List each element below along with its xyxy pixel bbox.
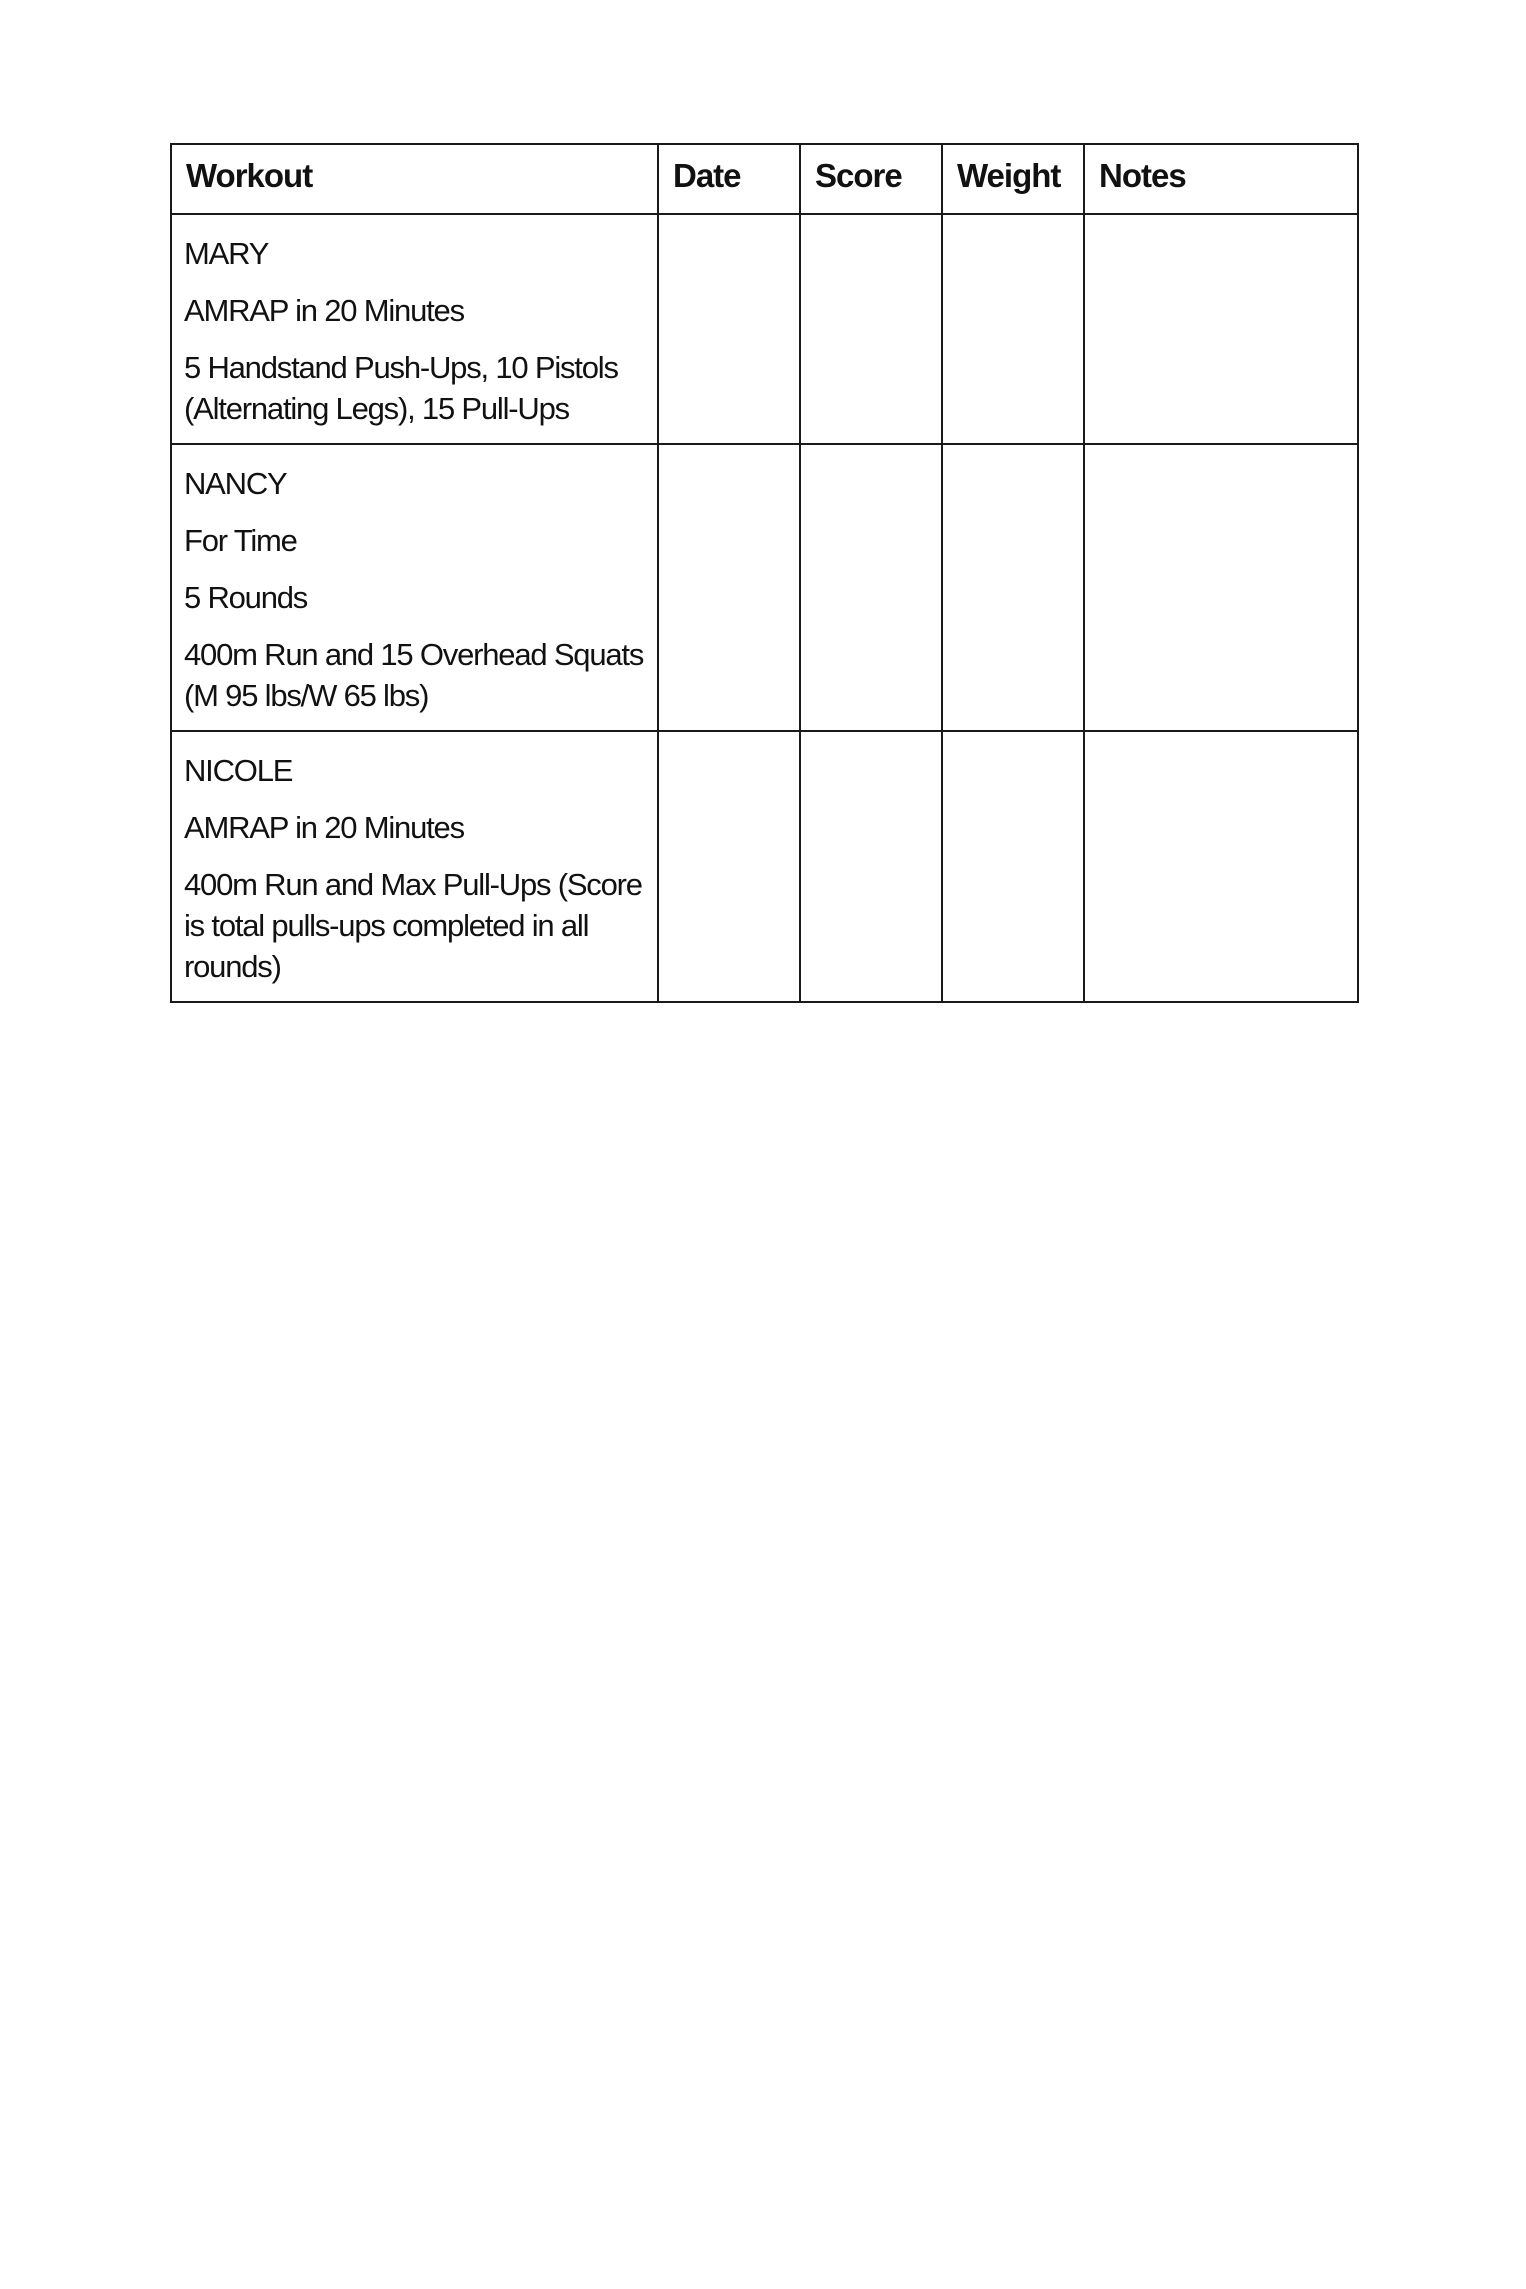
header-row bbox=[171, 144, 1358, 214]
notes-cell[interactable] bbox=[1084, 214, 1358, 444]
workout-description: 400m Run and Max Pull-Ups (Score is total pulls-ups completed in all rounds) bbox=[184, 867, 642, 984]
workout-cell bbox=[171, 444, 658, 731]
date-cell[interactable] bbox=[658, 444, 800, 731]
workout-format: For Time bbox=[184, 523, 297, 558]
header-weight: Weight bbox=[942, 144, 1084, 214]
date-cell[interactable] bbox=[658, 214, 800, 444]
date-cell[interactable] bbox=[658, 731, 800, 1002]
score-cell[interactable] bbox=[800, 731, 942, 1002]
workout-cell bbox=[171, 214, 658, 444]
table-row bbox=[171, 444, 1358, 731]
workout-cell bbox=[171, 731, 658, 1002]
header-score: Score bbox=[800, 144, 942, 214]
workout-rounds: 5 Rounds bbox=[184, 580, 308, 615]
workout-description: 400m Run and 15 Overhead Squats (M 95 lbs/W 65 lbs) bbox=[184, 637, 644, 713]
workout-name: MARY bbox=[184, 236, 269, 271]
weight-cell[interactable] bbox=[942, 731, 1084, 1002]
header-date: Date bbox=[658, 144, 800, 214]
header-notes: Notes bbox=[1084, 144, 1358, 214]
notes-cell[interactable] bbox=[1084, 444, 1358, 731]
workout-description: 5 Handstand Push-Ups, 10 Pistols (Alternating Legs), 15 Pull-Ups bbox=[184, 350, 618, 426]
workout-format: AMRAP in 20 Minutes bbox=[184, 293, 464, 328]
weight-cell[interactable] bbox=[942, 214, 1084, 444]
table-row bbox=[171, 214, 1358, 444]
score-cell[interactable] bbox=[800, 214, 942, 444]
workout-name: NANCY bbox=[184, 466, 287, 501]
header-workout: Workout bbox=[171, 144, 658, 214]
score-cell[interactable] bbox=[800, 444, 942, 731]
notes-cell[interactable] bbox=[1084, 731, 1358, 1002]
table-row bbox=[171, 731, 1358, 1002]
workout-format: AMRAP in 20 Minutes bbox=[184, 810, 464, 845]
workout-log-table bbox=[170, 143, 1359, 1003]
weight-cell[interactable] bbox=[942, 444, 1084, 731]
workout-name: NICOLE bbox=[184, 753, 293, 788]
